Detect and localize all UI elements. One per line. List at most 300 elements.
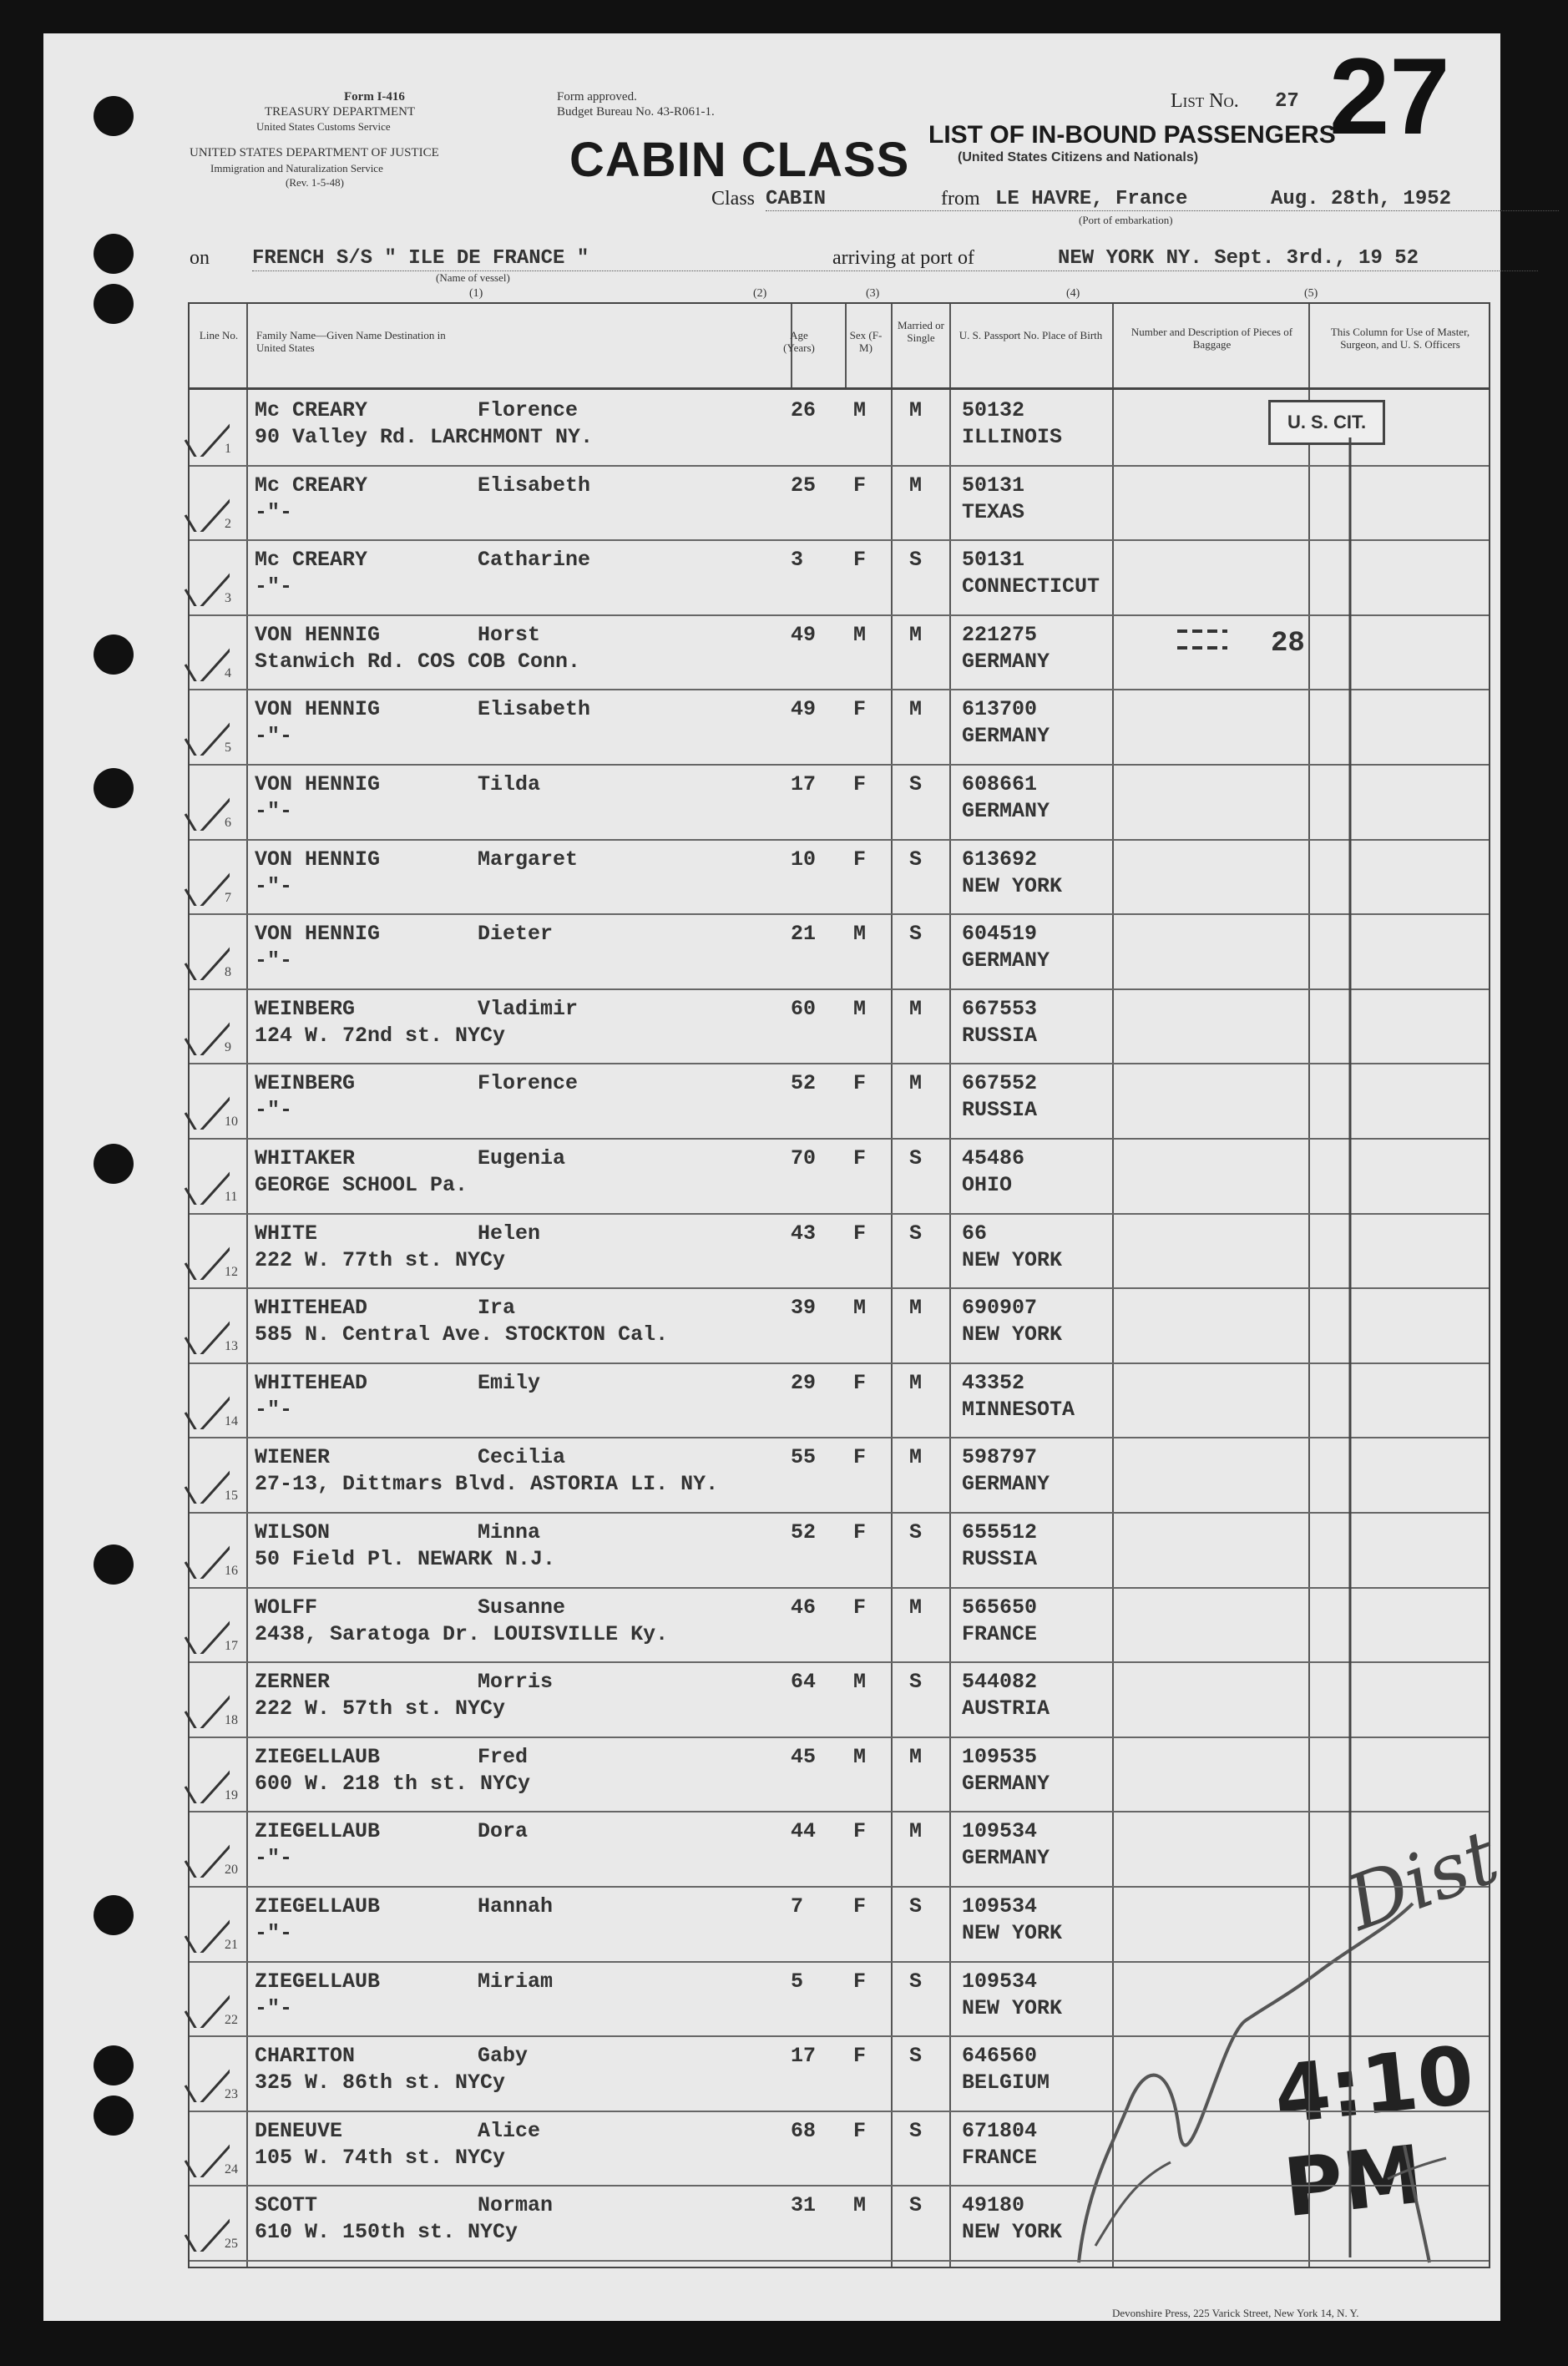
- marital-status: S: [909, 772, 923, 796]
- place-of-birth: GERMANY: [962, 1472, 1050, 1497]
- passport-number: 109535: [962, 1744, 1038, 1769]
- age: 39: [791, 1296, 817, 1321]
- sex: F: [853, 473, 867, 498]
- sex: M: [853, 922, 867, 947]
- line-number: 24: [225, 2161, 238, 2176]
- given-name: Dora: [478, 1819, 529, 1844]
- check-mark-icon: [181, 938, 230, 980]
- given-name: Elisabeth: [478, 473, 591, 498]
- age: 26: [791, 398, 817, 422]
- given-name: Gaby: [478, 2044, 529, 2069]
- destination: 50 Field Pl. NEWARK N.J.: [255, 1547, 556, 1571]
- age: 46: [791, 1595, 817, 1620]
- place-of-birth: GERMANY: [962, 649, 1050, 674]
- arrival-port-date: NEW YORK NY. Sept. 3rd., 19 52: [1058, 247, 1419, 270]
- on-label: on: [190, 247, 210, 269]
- sex: F: [853, 1969, 867, 1994]
- marital-status: S: [909, 1670, 923, 1695]
- check-mark-icon: [181, 1911, 230, 1953]
- age: 29: [791, 1370, 817, 1395]
- family-name: WILSON: [255, 1520, 331, 1544]
- check-mark-icon: [181, 864, 230, 906]
- check-mark-icon: [181, 415, 230, 457]
- inspector-time: 4:10 PM: [1270, 2028, 1479, 2236]
- passport-number: 565650: [962, 1595, 1038, 1620]
- age: 52: [791, 1520, 817, 1544]
- destination: 2438, Saratoga Dr. LOUISVILLE Ky.: [255, 1621, 669, 1646]
- family-name: VON HENNIG: [255, 922, 381, 947]
- destination: 105 W. 74th st. NYCy: [255, 2145, 506, 2170]
- age: 49: [791, 697, 817, 722]
- line-number: 19: [225, 1787, 238, 1802]
- family-name: WHITAKER: [255, 1146, 356, 1170]
- passport-number: 66: [962, 1221, 988, 1246]
- age: 52: [791, 1071, 817, 1096]
- line-number: 7: [225, 890, 231, 905]
- us-cit-bracket-line: [1342, 437, 1358, 2257]
- family-name: ZIEGELLAUB: [255, 1894, 381, 1919]
- passport-number: 50132: [962, 398, 1025, 422]
- family-name: VON HENNIG: [255, 772, 381, 796]
- header-sex: Sex (F-M): [849, 329, 883, 354]
- destination: 27-13, Dittmars Blvd. ASTORIA LI. NY.: [255, 1472, 719, 1497]
- line-number: 11: [225, 1190, 238, 1204]
- line-number: 14: [225, 1413, 238, 1428]
- header-officers: This Column for Use of Master, Surgeon, and U. S. Officers: [1330, 326, 1470, 351]
- col-number-2: (2): [753, 287, 767, 300]
- passport-number: 667553: [962, 996, 1038, 1021]
- printer-footer: Devonshire Press, 225 Varick Street, New York 14, N. Y.: [1112, 2307, 1359, 2319]
- marital-status: M: [909, 398, 923, 422]
- check-mark-icon: [181, 714, 230, 756]
- table-row: [190, 1138, 1489, 1213]
- sex: F: [853, 548, 867, 573]
- marital-status: M: [909, 1744, 923, 1769]
- vessel-name: FRENCH S/S " ILE DE FRANCE ": [252, 247, 589, 270]
- budget-bureau: Budget Bureau No. 43-R061-1.: [557, 105, 715, 119]
- place-of-birth: CONNECTICUT: [962, 574, 1100, 599]
- passport-number: 613692: [962, 847, 1038, 872]
- us-citizen-stamp: U. S. CIT.: [1268, 400, 1385, 445]
- ins-service: Immigration and Naturalization Service: [210, 162, 383, 174]
- line-number: 16: [225, 1564, 238, 1578]
- marital-status: M: [909, 697, 923, 722]
- marital-status: S: [909, 2044, 923, 2069]
- table-row: [190, 465, 1489, 540]
- given-name: Morris: [478, 1670, 554, 1695]
- line-number: 21: [225, 1938, 238, 1952]
- table-row: [190, 839, 1489, 914]
- table-row: [190, 2035, 1489, 2111]
- check-mark-icon: [181, 1238, 230, 1280]
- passport-number: 671804: [962, 2118, 1038, 2143]
- given-name: Cecilia: [478, 1445, 566, 1470]
- punch-hole: [94, 1895, 134, 1935]
- destination: -"-: [255, 948, 293, 973]
- place-of-birth: AUSTRIA: [962, 1696, 1050, 1721]
- table-row: [190, 988, 1489, 1064]
- sex: F: [853, 772, 867, 796]
- passport-number: 50131: [962, 473, 1025, 498]
- passport-number: 690907: [962, 1296, 1038, 1321]
- sex: F: [853, 1146, 867, 1170]
- place-of-birth: RUSSIA: [962, 1023, 1038, 1048]
- age: 7: [791, 1894, 804, 1919]
- check-mark-icon: [181, 789, 230, 831]
- family-name: Mc CREARY: [255, 398, 368, 422]
- class-value: CABIN: [766, 188, 827, 210]
- check-mark-icon: [181, 2210, 230, 2252]
- sex: F: [853, 697, 867, 722]
- arriving-label: arriving at port of: [832, 247, 974, 269]
- sex: M: [853, 1296, 867, 1321]
- sex: F: [853, 1071, 867, 1096]
- line-number: 22: [225, 2012, 238, 2027]
- destination: -"-: [255, 1921, 293, 1945]
- marital-status: M: [909, 1819, 923, 1844]
- punch-hole: [94, 2096, 134, 2136]
- table-row: [190, 1886, 1489, 1961]
- place-of-birth: NEW YORK: [962, 873, 1063, 898]
- given-name: Vladimir: [478, 996, 579, 1021]
- punch-hole: [94, 234, 134, 274]
- place-of-birth: NEW YORK: [962, 1247, 1063, 1272]
- family-name: WEINBERG: [255, 996, 356, 1021]
- family-name: WEINBERG: [255, 1071, 356, 1096]
- given-name: Florence: [478, 1071, 579, 1096]
- marital-status: S: [909, 1221, 923, 1246]
- family-name: VON HENNIG: [255, 697, 381, 722]
- header-married: Married or Single: [898, 319, 944, 344]
- check-mark-icon: [181, 564, 230, 606]
- col-number-4: (4): [1066, 287, 1080, 300]
- line-number: 2: [225, 516, 231, 531]
- line-number: 20: [225, 1863, 238, 1878]
- passport-number: 598797: [962, 1445, 1038, 1470]
- table-row: [190, 1063, 1489, 1138]
- given-name: Horst: [478, 622, 541, 647]
- check-mark-icon: [181, 1462, 230, 1504]
- destination: 90 Valley Rd. LARCHMONT NY.: [255, 425, 594, 449]
- family-name: WHITE: [255, 1221, 318, 1246]
- family-name: Mc CREARY: [255, 548, 368, 573]
- passport-number: 109534: [962, 1894, 1038, 1919]
- line-number: 13: [225, 1339, 238, 1354]
- given-name: Norman: [478, 2193, 554, 2218]
- sex: F: [853, 1445, 867, 1470]
- check-mark-icon: [181, 1537, 230, 1579]
- table-row: [190, 1661, 1489, 1737]
- line-number: 6: [225, 816, 231, 830]
- marital-status: S: [909, 2193, 923, 2218]
- destination: -"-: [255, 1846, 293, 1871]
- place-of-birth: OHIO: [962, 1173, 1013, 1197]
- check-mark-icon: [181, 1612, 230, 1654]
- marital-status: S: [909, 847, 923, 872]
- header-name: Family Name—Given Name Destination in United States: [256, 329, 446, 354]
- punch-hole: [94, 96, 134, 136]
- place-of-birth: GERMANY: [962, 1771, 1050, 1796]
- destination: -"-: [255, 1995, 293, 2020]
- sex: F: [853, 1370, 867, 1395]
- marital-status: M: [909, 473, 923, 498]
- line-number: 17: [225, 1638, 238, 1653]
- place-of-birth: BELGIUM: [962, 2070, 1050, 2096]
- place-of-birth: GERMANY: [962, 724, 1050, 749]
- given-name: Minna: [478, 1520, 541, 1544]
- age: 3: [791, 548, 804, 573]
- check-mark-icon: [181, 1014, 230, 1055]
- age: 60: [791, 996, 817, 1021]
- check-mark-icon: [181, 1762, 230, 1803]
- age: 43: [791, 1221, 817, 1246]
- sex: F: [853, 1520, 867, 1544]
- port-embark-caption: (Port of embarkation): [1079, 214, 1173, 226]
- family-name: DENEUVE: [255, 2118, 343, 2143]
- line-number: 25: [225, 2237, 238, 2252]
- form-revision: (Rev. 1-5-48): [286, 176, 344, 189]
- table-row: [190, 913, 1489, 988]
- passport-number: 613700: [962, 697, 1038, 722]
- form-number: Form I-416: [344, 90, 405, 104]
- marital-status: M: [909, 996, 923, 1021]
- inspector-signature: Dist: [1335, 1812, 1510, 1949]
- sex: M: [853, 622, 867, 647]
- destination: 124 W. 72nd st. NYCy: [255, 1023, 506, 1048]
- sex: F: [853, 2118, 867, 2143]
- sex: M: [853, 996, 867, 1021]
- line-number: 18: [225, 1713, 238, 1728]
- table-row: [190, 1362, 1489, 1438]
- family-name: WOLFF: [255, 1595, 318, 1620]
- family-name: CHARITON: [255, 2044, 356, 2069]
- vessel-underline: [252, 270, 1538, 271]
- check-mark-icon: [181, 2060, 230, 2102]
- punch-hole: [94, 634, 134, 675]
- destination: 222 W. 77th st. NYCy: [255, 1247, 506, 1272]
- destination: 585 N. Central Ave. STOCKTON Cal.: [255, 1322, 669, 1347]
- passport-number: 646560: [962, 2044, 1038, 2069]
- destination: 610 W. 150th st. NYCy: [255, 2220, 518, 2245]
- passport-number: 221275: [962, 622, 1038, 647]
- destination: 222 W. 57th st. NYCy: [255, 1696, 506, 1721]
- sex: M: [853, 2193, 867, 2218]
- check-mark-icon: [181, 640, 230, 681]
- line-number: 10: [225, 1115, 238, 1130]
- place-of-birth: GERMANY: [962, 948, 1050, 973]
- passport-number: 50131: [962, 548, 1025, 573]
- given-name: Margaret: [478, 847, 579, 872]
- age: 55: [791, 1445, 817, 1470]
- line-number: 3: [225, 591, 231, 606]
- list-subtitle: (United States Citizens and Nationals): [958, 150, 1199, 164]
- passport-number: 45486: [962, 1146, 1025, 1170]
- place-of-birth: GERMANY: [962, 1846, 1050, 1871]
- marital-status: S: [909, 922, 923, 947]
- destination: -"-: [255, 799, 293, 823]
- family-name: ZERNER: [255, 1670, 331, 1695]
- table-row: [190, 1737, 1489, 1812]
- col-number-5: (5): [1304, 287, 1318, 300]
- sex: M: [853, 398, 867, 422]
- marital-status: S: [909, 1146, 923, 1170]
- table-row: [190, 1512, 1489, 1587]
- dash-marks: [1177, 623, 1244, 656]
- sex: M: [853, 1670, 867, 1695]
- family-name: Mc CREARY: [255, 473, 368, 498]
- sex: F: [853, 2044, 867, 2069]
- passenger-table: [188, 302, 1490, 2268]
- marital-status: M: [909, 1595, 923, 1620]
- given-name: Hannah: [478, 1894, 554, 1919]
- table-row: [190, 1961, 1489, 2036]
- given-name: Miriam: [478, 1969, 554, 1994]
- place-of-birth: FRANCE: [962, 1621, 1038, 1646]
- line-number: 4: [225, 665, 231, 680]
- line-number: 12: [225, 1264, 238, 1279]
- age: 5: [791, 1969, 804, 1994]
- age: 45: [791, 1744, 817, 1769]
- table-row: [190, 2111, 1489, 2186]
- passport-number: 43352: [962, 1370, 1025, 1395]
- col-number-1: (1): [469, 287, 483, 300]
- place-of-birth: NEW YORK: [962, 1322, 1063, 1347]
- marital-status: S: [909, 1894, 923, 1919]
- place-of-birth: MINNESOTA: [962, 1397, 1075, 1422]
- list-no-label: List No.: [1171, 90, 1239, 112]
- age: 17: [791, 2044, 817, 2069]
- passport-number: 667552: [962, 1071, 1038, 1096]
- table-row: [190, 1287, 1489, 1362]
- place-of-birth: TEXAS: [962, 499, 1025, 524]
- place-of-birth: NEW YORK: [962, 1995, 1063, 2020]
- check-mark-icon: [181, 2136, 230, 2177]
- line-number: 1: [225, 442, 231, 456]
- family-name: VON HENNIG: [255, 847, 381, 872]
- table-row: [190, 1587, 1489, 1662]
- customs-service: United States Customs Service: [256, 120, 391, 133]
- list-no-value: 27: [1275, 90, 1299, 113]
- punch-hole: [94, 768, 134, 808]
- header-age: Age (Years): [783, 329, 815, 354]
- age: 68: [791, 2118, 817, 2143]
- family-name: VON HENNIG: [255, 622, 381, 647]
- from-underline: [766, 210, 1559, 211]
- check-mark-icon: [181, 1986, 230, 2028]
- table-row: [190, 539, 1489, 614]
- header-baggage: Number and Description of Pieces of Baggage: [1130, 326, 1293, 351]
- marital-status: S: [909, 548, 923, 573]
- table-row: [190, 1437, 1489, 1512]
- destination: -"-: [255, 873, 293, 898]
- age: 21: [791, 922, 817, 947]
- place-of-birth: NEW YORK: [962, 2220, 1063, 2245]
- destination: 325 W. 86th st. NYCy: [255, 2070, 506, 2096]
- passport-number: 655512: [962, 1520, 1038, 1544]
- age: 10: [791, 847, 817, 872]
- age: 25: [791, 473, 817, 498]
- from-value: LE HAVRE, France: [995, 188, 1188, 210]
- given-name: Florence: [478, 398, 579, 422]
- header-passport: U. S. Passport No. Place of Birth: [959, 329, 1103, 341]
- destination: GEORGE SCHOOL Pa.: [255, 1173, 468, 1197]
- age: 49: [791, 622, 817, 647]
- table-row: [190, 1213, 1489, 1288]
- given-name: Emily: [478, 1370, 541, 1395]
- check-mark-icon: [181, 1088, 230, 1130]
- given-name: Eugenia: [478, 1146, 566, 1170]
- family-name: WIENER: [255, 1445, 331, 1470]
- check-mark-icon: [181, 1388, 230, 1429]
- place-of-birth: NEW YORK: [962, 1921, 1063, 1945]
- cabin-class-stamp: CABIN CLASS: [569, 133, 910, 187]
- marital-status: M: [909, 1071, 923, 1096]
- marital-status: M: [909, 1445, 923, 1470]
- table-row: [190, 764, 1489, 839]
- family-name: SCOTT: [255, 2193, 318, 2218]
- col-number-3: (3): [866, 287, 880, 300]
- place-of-birth: RUSSIA: [962, 1547, 1038, 1571]
- place-of-birth: GERMANY: [962, 799, 1050, 823]
- punch-hole: [94, 1144, 134, 1184]
- family-name: WHITEHEAD: [255, 1370, 368, 1395]
- sex: F: [853, 847, 867, 872]
- sailing-date: Aug. 28th, 1952: [1271, 188, 1452, 210]
- marital-status: M: [909, 622, 923, 647]
- destination: -"-: [255, 1098, 293, 1123]
- sex: F: [853, 1221, 867, 1246]
- vessel-caption: (Name of vessel): [436, 271, 510, 284]
- given-name: Alice: [478, 2118, 541, 2143]
- age: 31: [791, 2193, 817, 2218]
- given-name: Susanne: [478, 1595, 566, 1620]
- punch-hole: [94, 2045, 134, 2085]
- age: 70: [791, 1146, 817, 1170]
- class-label: Class: [711, 188, 756, 210]
- destination: -"-: [255, 499, 293, 524]
- marital-status: S: [909, 1520, 923, 1544]
- given-name: Helen: [478, 1221, 541, 1246]
- line-number: 23: [225, 2087, 238, 2102]
- age: 64: [791, 1670, 817, 1695]
- destination: Stanwich Rd. COS COB Conn.: [255, 649, 581, 674]
- line-number: 5: [225, 741, 231, 756]
- header-line-no: Line No.: [199, 329, 239, 341]
- count-28: 28: [1271, 628, 1305, 660]
- family-name: ZIEGELLAUB: [255, 1969, 381, 1994]
- check-mark-icon: [181, 1836, 230, 1878]
- passport-number: 109534: [962, 1819, 1038, 1844]
- justice-dept: UNITED STATES DEPARTMENT OF JUSTICE: [190, 146, 439, 159]
- table-row: [190, 2185, 1489, 2260]
- given-name: Ira: [478, 1296, 516, 1321]
- sex: F: [853, 1595, 867, 1620]
- punch-hole: [94, 1544, 134, 1585]
- marital-status: S: [909, 2118, 923, 2143]
- place-of-birth: FRANCE: [962, 2145, 1038, 2170]
- place-of-birth: ILLINOIS: [962, 425, 1063, 449]
- given-name: Catharine: [478, 548, 591, 573]
- passport-number: 49180: [962, 2193, 1025, 2218]
- line-number: 9: [225, 1039, 231, 1054]
- marital-status: M: [909, 1370, 923, 1395]
- check-mark-icon: [181, 1163, 230, 1205]
- family-name: WHITEHEAD: [255, 1296, 368, 1321]
- destination: 600 W. 218 th st. NYCy: [255, 1771, 531, 1796]
- given-name: Fred: [478, 1744, 529, 1769]
- big-page-number: 27: [1329, 35, 1450, 157]
- sex: M: [853, 1744, 867, 1769]
